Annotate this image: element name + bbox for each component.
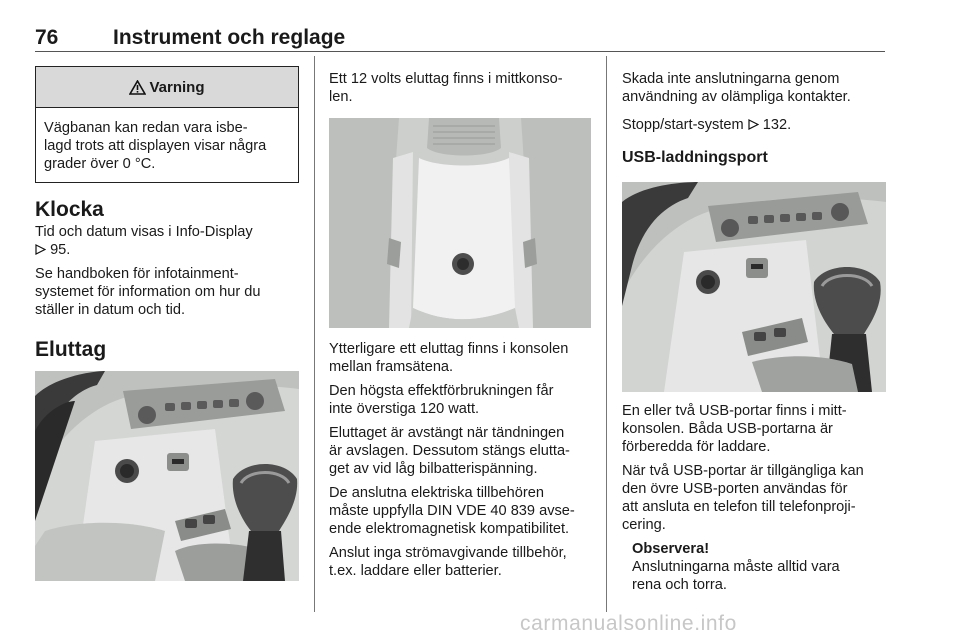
column-3 — [622, 62, 886, 600]
text-line: len. — [329, 89, 353, 105]
text-line: mellan framsätena. — [329, 359, 454, 375]
warning-header — [36, 67, 298, 108]
text-line: När två USB-portar är tillgängliga kan — [622, 463, 864, 479]
klocka-paragraph-2 — [35, 265, 299, 319]
text-line: Tid och datum visas i Info-Display — [35, 224, 253, 240]
section-heading-usb: USB-laddningsport — [622, 149, 768, 166]
text-line: De anslutna elektriska tillbehören — [329, 485, 544, 501]
text-line: Stopp/start-system — [622, 117, 744, 133]
notice-title: Observera! — [632, 541, 710, 557]
text-line: konsolen. Båda USB-portarna är — [622, 421, 833, 437]
column-1 — [35, 62, 299, 581]
column-2 — [329, 62, 591, 586]
text-line: Anslut inga strömavgivande tillbehör, — [329, 545, 567, 561]
text-line: måste uppfylla DIN VDE 40 839 avse- — [329, 503, 575, 519]
page-reference-arrow-icon[interactable] — [35, 242, 46, 258]
warning-text — [36, 108, 298, 182]
text-line: ende elektromagnetisk kompatibilitet. — [329, 521, 570, 537]
column-divider-2 — [606, 56, 607, 612]
text-line: Ett 12 volts eluttag finns i mittkonso- — [329, 71, 563, 87]
col2-paragraph-3 — [329, 424, 591, 478]
section-heading-eluttag: Eluttag — [35, 338, 107, 361]
warning-box — [35, 66, 299, 183]
page-reference-arrow-icon[interactable] — [748, 117, 759, 133]
warning-line: lagd trots att displayen visar några — [44, 138, 267, 154]
text-line: Den högsta effektförbrukningen får — [329, 383, 554, 399]
text-line: förberedda för laddare. — [622, 439, 771, 455]
watermark: carmanualsonline.info — [520, 612, 737, 635]
text-line: Eluttaget är avstängt när tändningen — [329, 425, 565, 441]
warning-title: Varning — [149, 78, 205, 96]
col2-paragraph-5 — [329, 544, 591, 580]
page-header — [35, 24, 885, 54]
text-line: Skada inte anslutningarna genom — [622, 71, 840, 87]
text-line: En eller två USB-portar finns i mitt- — [622, 403, 847, 419]
page-reference-link[interactable]: 132. — [762, 117, 792, 133]
text-line: Ytterligare ett eluttag finns i konsolen — [329, 341, 569, 357]
text-line: systemet för information om hur du — [35, 284, 261, 300]
text-line: inte överstiga 120 watt. — [329, 401, 480, 417]
warning-triangle-icon — [129, 80, 146, 95]
col3-paragraph-4 — [622, 462, 886, 534]
section-heading-klocka: Klocka — [35, 198, 104, 221]
column-divider-1 — [314, 56, 315, 612]
col3-paragraph-2 — [622, 116, 886, 134]
header-rule — [35, 51, 885, 52]
text-line: användning av olämpliga kontakter. — [622, 89, 851, 105]
page-reference-link[interactable]: 95. — [50, 242, 71, 258]
col3-paragraph-1 — [622, 70, 886, 106]
col2-paragraph-4 — [329, 484, 591, 538]
text-line: rena och torra. — [632, 577, 727, 593]
text-line: cering. — [622, 517, 666, 533]
text-line: den övre USB-porten användas för — [622, 481, 848, 497]
page-number: 76 — [35, 26, 59, 49]
col2-paragraph-1 — [329, 340, 591, 376]
notice-box — [632, 540, 886, 594]
text-line: ställer in datum och tid. — [35, 302, 186, 318]
text-line: t.ex. laddare eller batterier. — [329, 563, 502, 579]
col3-paragraph-3 — [622, 402, 886, 456]
text-line: att ansluta en telefon till telefonproji- — [622, 499, 856, 515]
text-line: är avslagen. Dessutom stängs elutta- — [329, 443, 570, 459]
warning-line: Vägbanan kan redan vara isbe- — [44, 120, 248, 136]
photo-usb-charging-port — [622, 182, 886, 392]
notice-text — [632, 558, 886, 594]
intro-paragraph — [329, 70, 591, 106]
text-line: get av vid låg bilbatterispänning. — [329, 461, 538, 477]
photo-power-outlet-console — [35, 371, 299, 581]
text-line: Se handboken för infotainment- — [35, 266, 239, 282]
klocka-paragraph-1 — [35, 223, 299, 259]
text-line: Anslutningarna måste alltid vara — [632, 559, 840, 575]
warning-line: grader över 0 °C. — [44, 156, 156, 172]
running-title: Instrument och reglage — [113, 26, 346, 49]
photo-rear-console-outlet — [329, 118, 591, 328]
col2-paragraph-2 — [329, 382, 591, 418]
